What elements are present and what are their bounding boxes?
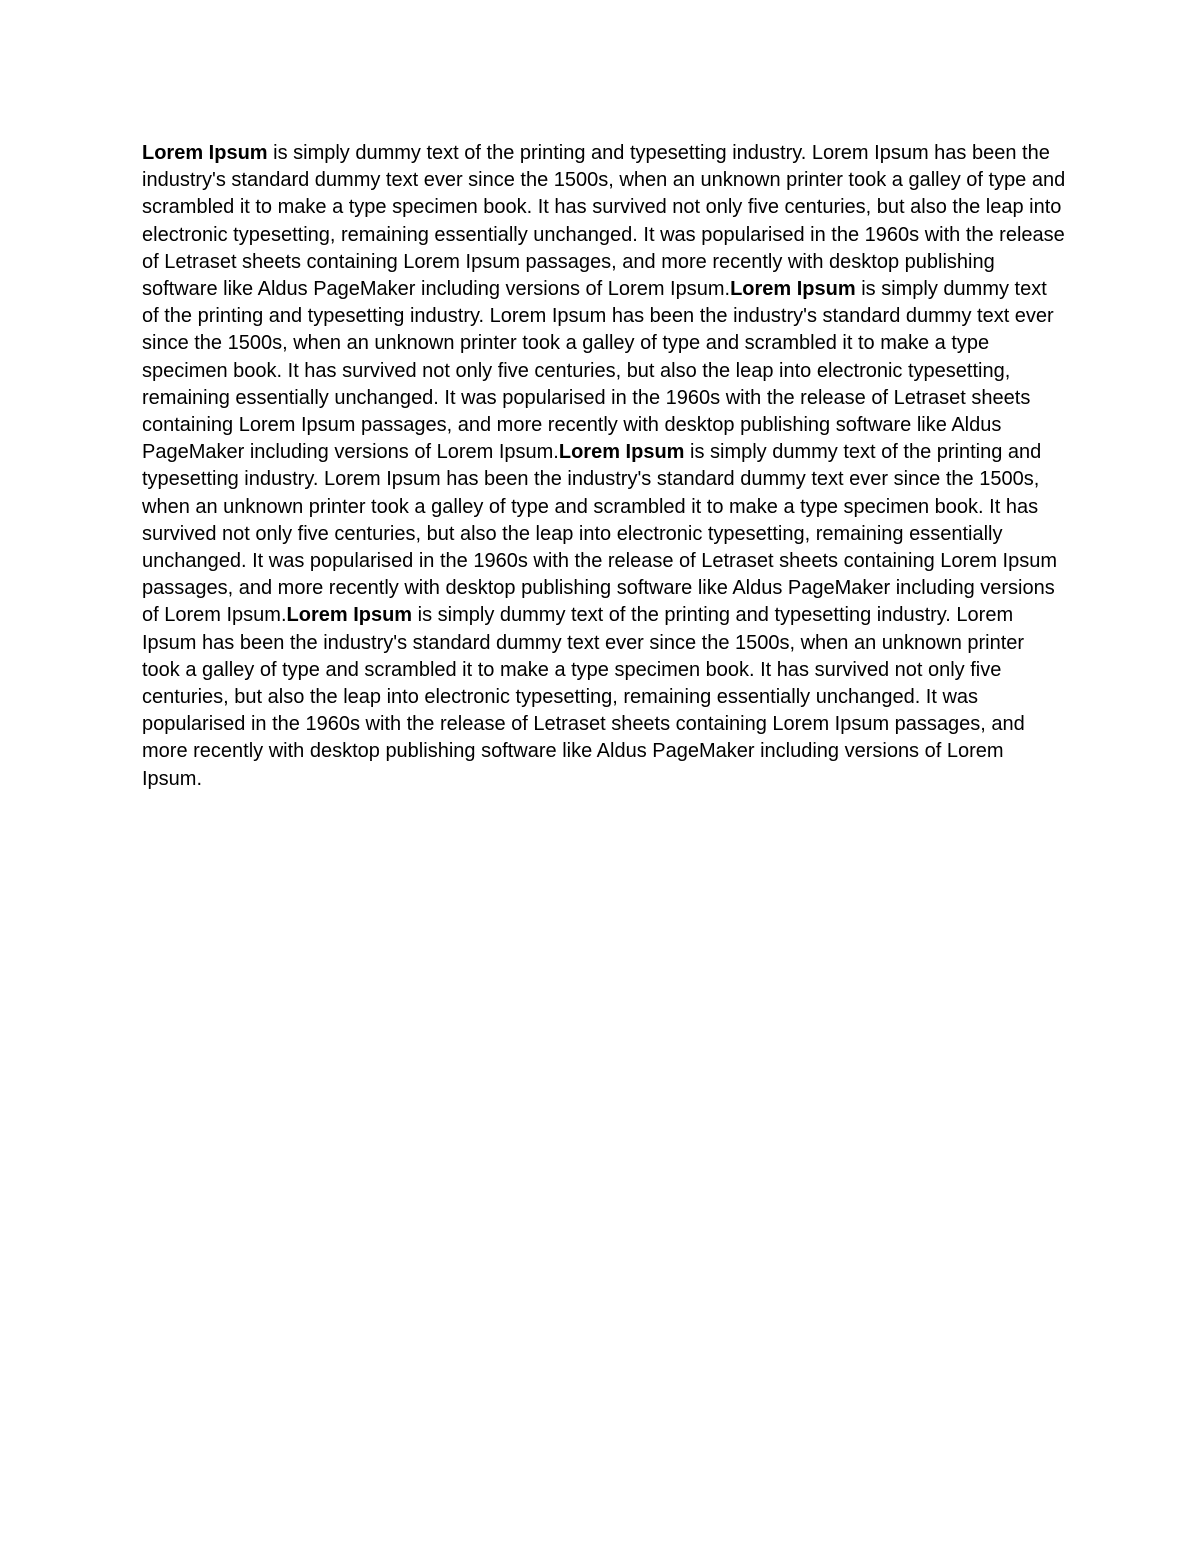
bold-run: Lorem Ipsum <box>286 604 413 627</box>
text-run: is simply dummy text of the printing and typesetting industry. Lorem Ipsum has been the industry's standard dummy text ever since the 1500s, when an unknown printer took a galley of type and scrambled it to make a type specimen book. It has survived not only five centuries, but also the leap into electronic typesetting, remaining essentially unchanged. It was popularised in the 1960s with the release of Letraset sheets containing Lorem Ipsum passages, and more recently with desktop publishing software like Aldus PageMaker including versions of Lorem Ipsum. <box>142 441 1058 627</box>
bold-run: Lorem Ipsum <box>558 441 685 464</box>
body-paragraph <box>142 140 1067 793</box>
text-run: is simply dummy text of the printing and typesetting industry. Lorem Ipsum has been the industry's standard dummy text ever since the 1500s, when an unknown printer took a galley of type and scrambled it to make a type specimen book. It has survived not only five centuries, but also the leap into electronic typesetting, remaining essentially unchanged. It was popularised in the 1960s with the release of Letraset sheets containing Lorem Ipsum passages, and more recently with desktop publishing software like Aldus PageMaker including versions of Lorem Ipsum. <box>142 604 1025 790</box>
text-run: is simply dummy text of the printing and typesetting industry. Lorem Ipsum has been the industry's standard dummy text ever since the 1500s, when an unknown printer took a galley of type and scrambled it to make a type specimen book. It has survived not only five centuries, but also the leap into electronic typesetting, remaining essentially unchanged. It was popularised in the 1960s with the release of Letraset sheets containing Lorem Ipsum passages, and more recently with desktop publishing software like Aldus PageMaker including versions of Lorem Ipsum. <box>142 278 1054 464</box>
bold-run: Lorem Ipsum <box>142 142 268 164</box>
text-run: is simply dummy text of the printing and typesetting industry. Lorem Ipsum has been the industry's standard dummy text ever since the 1500s, when an unknown printer took a galley of type and scrambled it to make a type specimen book. It has survived not only five centuries, but also the leap into electronic typesetting, remaining essentially unchanged. It was popularised in the 1960s with the release of Letraset sheets containing Lorem Ipsum passages, and more recently with desktop publishing software like Aldus PageMaker including versions of Lorem Ipsum. <box>142 142 1066 301</box>
bold-run: Lorem Ipsum <box>730 278 856 301</box>
